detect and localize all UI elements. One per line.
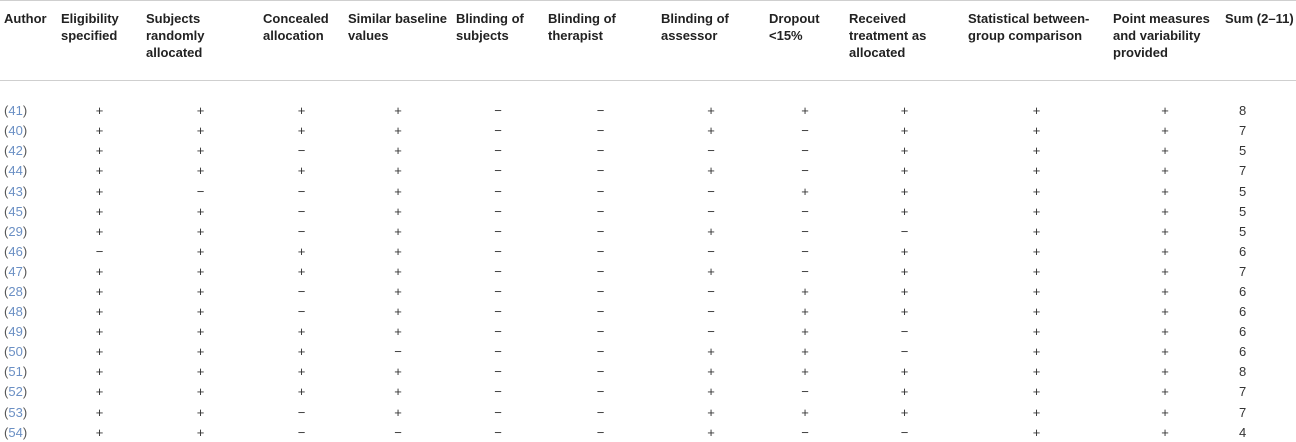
criterion-mark: − xyxy=(452,181,544,201)
criterion-mark: + xyxy=(1109,302,1221,322)
criterion-mark: − xyxy=(259,181,344,201)
criterion-mark: + xyxy=(142,362,259,382)
criterion-mark: + xyxy=(845,161,964,181)
column-header: Received treatment as allocated xyxy=(845,1,964,81)
table-row xyxy=(0,221,1296,241)
sum-cell: 6 xyxy=(1221,241,1296,261)
criterion-mark: − xyxy=(452,121,544,141)
criterion-mark: + xyxy=(259,161,344,181)
criterion-mark: − xyxy=(452,101,544,121)
author-cell: (52) xyxy=(0,382,57,402)
criterion-mark: + xyxy=(344,181,452,201)
criterion-mark: + xyxy=(344,201,452,221)
criterion-mark: + xyxy=(1109,141,1221,161)
criterion-mark: + xyxy=(657,342,765,362)
criterion-mark: − xyxy=(452,261,544,281)
table-row xyxy=(0,302,1296,322)
criterion-mark: + xyxy=(57,302,142,322)
criterion-mark: + xyxy=(657,121,765,141)
criterion-mark: + xyxy=(845,402,964,422)
criterion-mark: + xyxy=(1109,281,1221,301)
criterion-mark: + xyxy=(1109,101,1221,121)
criterion-mark: + xyxy=(259,362,344,382)
criterion-mark: + xyxy=(657,362,765,382)
column-header: Concealed allocation xyxy=(259,1,344,81)
criterion-mark: + xyxy=(845,241,964,261)
criterion-mark: + xyxy=(657,422,765,442)
criterion-mark: + xyxy=(142,342,259,362)
criterion-mark: − xyxy=(845,322,964,342)
criterion-mark: + xyxy=(765,362,845,382)
criterion-mark: − xyxy=(765,422,845,442)
criterion-mark: − xyxy=(544,302,657,322)
sum-cell: 8 xyxy=(1221,362,1296,382)
reference-link[interactable]: 47 xyxy=(8,264,22,279)
criterion-mark: + xyxy=(657,161,765,181)
criterion-mark: − xyxy=(765,201,845,221)
criterion-mark: + xyxy=(344,362,452,382)
criterion-mark: + xyxy=(142,302,259,322)
author-cell: (29) xyxy=(0,221,57,241)
criterion-mark: + xyxy=(1109,382,1221,402)
criterion-mark: + xyxy=(1109,241,1221,261)
criterion-mark: + xyxy=(765,402,845,422)
sum-cell: 6 xyxy=(1221,302,1296,322)
criterion-mark: − xyxy=(544,322,657,342)
column-header: Point measures and variability provided xyxy=(1109,1,1221,81)
criterion-mark: + xyxy=(964,201,1109,221)
sum-cell: 8 xyxy=(1221,101,1296,121)
author-cell: (41) xyxy=(0,101,57,121)
criterion-mark: − xyxy=(657,302,765,322)
criterion-mark: + xyxy=(57,121,142,141)
criterion-mark: − xyxy=(765,241,845,261)
author-cell: (45) xyxy=(0,201,57,221)
criterion-mark: + xyxy=(57,201,142,221)
criterion-mark: + xyxy=(964,382,1109,402)
criterion-mark: − xyxy=(544,241,657,261)
criterion-mark: + xyxy=(657,402,765,422)
criterion-mark: − xyxy=(344,342,452,362)
criterion-mark: + xyxy=(57,422,142,442)
criterion-mark: + xyxy=(1109,261,1221,281)
criterion-mark: − xyxy=(259,281,344,301)
column-header: Dropout <15% xyxy=(765,1,845,81)
table-row xyxy=(0,101,1296,121)
criterion-mark: + xyxy=(57,362,142,382)
criterion-mark: + xyxy=(344,382,452,402)
author-cell: (48) xyxy=(0,302,57,322)
criterion-mark: + xyxy=(765,302,845,322)
reference-link[interactable]: 48 xyxy=(8,304,22,319)
criterion-mark: + xyxy=(142,422,259,442)
criterion-mark: − xyxy=(544,101,657,121)
sum-cell: 7 xyxy=(1221,161,1296,181)
criterion-mark: + xyxy=(57,141,142,161)
sum-cell: 5 xyxy=(1221,181,1296,201)
sum-cell: 7 xyxy=(1221,402,1296,422)
criterion-mark: − xyxy=(452,402,544,422)
criterion-mark: − xyxy=(452,241,544,261)
criterion-mark: + xyxy=(1109,201,1221,221)
criterion-mark: + xyxy=(344,241,452,261)
reference-link[interactable]: 54 xyxy=(8,425,22,440)
criterion-mark: + xyxy=(57,281,142,301)
criterion-mark: + xyxy=(344,141,452,161)
criterion-mark: + xyxy=(57,261,142,281)
criterion-mark: + xyxy=(142,221,259,241)
criterion-mark: + xyxy=(845,121,964,141)
criterion-mark: − xyxy=(544,121,657,141)
criterion-mark: − xyxy=(544,281,657,301)
author-cell: (54) xyxy=(0,422,57,442)
criterion-mark: + xyxy=(259,101,344,121)
criterion-mark: − xyxy=(765,121,845,141)
criterion-mark: + xyxy=(657,221,765,241)
criterion-mark: − xyxy=(259,201,344,221)
criterion-mark: + xyxy=(845,201,964,221)
criterion-mark: + xyxy=(964,241,1109,261)
reference-link[interactable]: 42 xyxy=(8,143,22,158)
table-body xyxy=(0,81,1296,442)
criterion-mark: + xyxy=(344,302,452,322)
criterion-mark: + xyxy=(964,422,1109,442)
table-row xyxy=(0,141,1296,161)
criterion-mark: + xyxy=(142,241,259,261)
criterion-mark: + xyxy=(964,181,1109,201)
table-row xyxy=(0,261,1296,281)
criterion-mark: + xyxy=(1109,422,1221,442)
criterion-mark: − xyxy=(452,422,544,442)
sum-cell: 6 xyxy=(1221,281,1296,301)
criterion-mark: + xyxy=(765,101,845,121)
sum-cell: 5 xyxy=(1221,201,1296,221)
criterion-mark: − xyxy=(544,181,657,201)
criterion-mark: − xyxy=(845,422,964,442)
criterion-mark: + xyxy=(1109,342,1221,362)
criterion-mark: + xyxy=(845,281,964,301)
column-header: Author xyxy=(0,1,57,81)
criterion-mark: + xyxy=(1109,362,1221,382)
table-row xyxy=(0,281,1296,301)
author-cell: (44) xyxy=(0,161,57,181)
criterion-mark: + xyxy=(964,342,1109,362)
criterion-mark: + xyxy=(259,342,344,362)
criterion-mark: + xyxy=(259,121,344,141)
reference-link[interactable]: 43 xyxy=(8,184,22,199)
criterion-mark: + xyxy=(765,342,845,362)
sum-cell: 5 xyxy=(1221,141,1296,161)
criterion-mark: + xyxy=(57,181,142,201)
criterion-mark: + xyxy=(964,101,1109,121)
criterion-mark: + xyxy=(657,101,765,121)
criterion-mark: − xyxy=(765,261,845,281)
criterion-mark: + xyxy=(259,261,344,281)
criterion-mark: − xyxy=(544,141,657,161)
criterion-mark: + xyxy=(344,161,452,181)
sum-cell: 7 xyxy=(1221,121,1296,141)
criterion-mark: + xyxy=(765,281,845,301)
criterion-mark: − xyxy=(657,322,765,342)
sum-cell: 4 xyxy=(1221,422,1296,442)
criterion-mark: + xyxy=(142,382,259,402)
criterion-mark: + xyxy=(344,261,452,281)
reference-link[interactable]: 51 xyxy=(8,364,22,379)
author-cell: (43) xyxy=(0,181,57,201)
criterion-mark: − xyxy=(765,141,845,161)
criterion-mark: − xyxy=(544,342,657,362)
reference-link[interactable]: 29 xyxy=(8,224,22,239)
column-header: Eligibility specified xyxy=(57,1,142,81)
criterion-mark: + xyxy=(344,221,452,241)
criterion-mark: + xyxy=(845,382,964,402)
table-row xyxy=(0,161,1296,181)
column-header: Subjects randomly allocated xyxy=(142,1,259,81)
reference-link[interactable]: 40 xyxy=(8,123,22,138)
criterion-mark: + xyxy=(964,362,1109,382)
criterion-mark: − xyxy=(259,422,344,442)
criterion-mark: + xyxy=(845,261,964,281)
criterion-mark: − xyxy=(544,261,657,281)
criterion-mark: + xyxy=(57,402,142,422)
criterion-mark: + xyxy=(142,322,259,342)
criterion-mark: − xyxy=(657,141,765,161)
criterion-mark: + xyxy=(344,402,452,422)
sum-cell: 6 xyxy=(1221,322,1296,342)
criterion-mark: − xyxy=(765,382,845,402)
author-cell: (28) xyxy=(0,281,57,301)
criterion-mark: + xyxy=(964,402,1109,422)
criterion-mark: − xyxy=(544,362,657,382)
criterion-mark: + xyxy=(344,281,452,301)
reference-link[interactable]: 46 xyxy=(8,244,22,259)
criterion-mark: − xyxy=(344,422,452,442)
criterion-mark: + xyxy=(1109,322,1221,342)
criterion-mark: − xyxy=(57,241,142,261)
criterion-mark: + xyxy=(1109,181,1221,201)
criterion-mark: + xyxy=(765,322,845,342)
table-row xyxy=(0,362,1296,382)
table-row xyxy=(0,241,1296,261)
criterion-mark: + xyxy=(964,302,1109,322)
author-cell: (42) xyxy=(0,141,57,161)
column-header: Statistical between- group comparison xyxy=(964,1,1109,81)
table-row xyxy=(0,121,1296,141)
criterion-mark: + xyxy=(964,221,1109,241)
criterion-mark: − xyxy=(657,181,765,201)
criterion-mark: + xyxy=(142,261,259,281)
criterion-mark: − xyxy=(845,221,964,241)
column-header: Sum (2–11) xyxy=(1221,1,1296,81)
criterion-mark: + xyxy=(1109,161,1221,181)
criterion-mark: + xyxy=(259,322,344,342)
criterion-mark: − xyxy=(452,161,544,181)
criterion-mark: + xyxy=(344,101,452,121)
table-row xyxy=(0,322,1296,342)
criterion-mark: − xyxy=(765,161,845,181)
author-cell: (40) xyxy=(0,121,57,141)
criterion-mark: − xyxy=(259,302,344,322)
criterion-mark: + xyxy=(142,141,259,161)
reference-link[interactable]: 49 xyxy=(8,324,22,339)
reference-link[interactable]: 50 xyxy=(8,344,22,359)
criterion-mark: − xyxy=(452,221,544,241)
criterion-mark: − xyxy=(259,221,344,241)
table-row xyxy=(0,422,1296,442)
criterion-mark: + xyxy=(964,121,1109,141)
sum-cell: 7 xyxy=(1221,261,1296,281)
criterion-mark: + xyxy=(57,382,142,402)
column-header: Blinding of subjects xyxy=(452,1,544,81)
criterion-mark: − xyxy=(845,342,964,362)
criterion-mark: − xyxy=(544,201,657,221)
author-cell: (53) xyxy=(0,402,57,422)
spacer-row xyxy=(0,81,1296,101)
criterion-mark: + xyxy=(964,261,1109,281)
criterion-mark: − xyxy=(452,342,544,362)
sum-cell: 5 xyxy=(1221,221,1296,241)
criterion-mark: + xyxy=(57,322,142,342)
criterion-mark: + xyxy=(57,101,142,121)
reference-link[interactable]: 53 xyxy=(8,405,22,420)
criterion-mark: + xyxy=(1109,221,1221,241)
criterion-mark: + xyxy=(845,362,964,382)
criterion-mark: − xyxy=(657,201,765,221)
criterion-mark: + xyxy=(57,342,142,362)
criterion-mark: + xyxy=(142,281,259,301)
criterion-mark: + xyxy=(845,101,964,121)
criterion-mark: + xyxy=(1109,402,1221,422)
criterion-mark: + xyxy=(142,121,259,141)
criterion-mark: + xyxy=(142,201,259,221)
criterion-mark: − xyxy=(544,422,657,442)
criterion-mark: + xyxy=(657,261,765,281)
header-row xyxy=(0,1,1296,81)
sum-cell: 7 xyxy=(1221,382,1296,402)
table-row xyxy=(0,402,1296,422)
table-row xyxy=(0,181,1296,201)
criterion-mark: − xyxy=(544,382,657,402)
criterion-mark: + xyxy=(57,221,142,241)
criterion-mark: − xyxy=(452,322,544,342)
criterion-mark: + xyxy=(259,241,344,261)
criterion-mark: − xyxy=(259,141,344,161)
criterion-mark: − xyxy=(544,161,657,181)
column-header: Similar baseline values xyxy=(344,1,452,81)
author-cell: (51) xyxy=(0,362,57,382)
author-cell: (47) xyxy=(0,261,57,281)
criterion-mark: + xyxy=(845,181,964,201)
criterion-mark: − xyxy=(142,181,259,201)
criterion-mark: − xyxy=(765,221,845,241)
author-cell: (49) xyxy=(0,322,57,342)
sum-cell: 6 xyxy=(1221,342,1296,362)
author-cell: (50) xyxy=(0,342,57,362)
criterion-mark: + xyxy=(845,302,964,322)
criterion-mark: − xyxy=(452,382,544,402)
criterion-mark: − xyxy=(452,141,544,161)
reference-link[interactable]: 52 xyxy=(8,384,22,399)
criterion-mark: + xyxy=(964,161,1109,181)
column-header: Blinding of therapist xyxy=(544,1,657,81)
criterion-mark: − xyxy=(452,201,544,221)
column-header: Blinding of assessor xyxy=(657,1,765,81)
criterion-mark: + xyxy=(259,382,344,402)
reference-link[interactable]: 45 xyxy=(8,204,22,219)
criterion-mark: + xyxy=(142,101,259,121)
criterion-mark: + xyxy=(57,161,142,181)
criterion-mark: + xyxy=(344,121,452,141)
criterion-mark: − xyxy=(452,362,544,382)
criterion-mark: + xyxy=(964,281,1109,301)
author-cell: (46) xyxy=(0,241,57,261)
criterion-mark: − xyxy=(259,402,344,422)
criterion-mark: + xyxy=(765,181,845,201)
table-row xyxy=(0,382,1296,402)
table-row xyxy=(0,342,1296,362)
criterion-mark: + xyxy=(344,322,452,342)
criterion-mark: − xyxy=(657,281,765,301)
criterion-mark: + xyxy=(142,402,259,422)
criterion-mark: − xyxy=(544,402,657,422)
criterion-mark: + xyxy=(142,161,259,181)
criterion-mark: − xyxy=(452,281,544,301)
table-row xyxy=(0,201,1296,221)
criterion-mark: + xyxy=(845,141,964,161)
criterion-mark: + xyxy=(964,141,1109,161)
reference-link[interactable]: 28 xyxy=(8,284,22,299)
criterion-mark: + xyxy=(1109,121,1221,141)
criterion-mark: − xyxy=(657,241,765,261)
reference-link[interactable]: 41 xyxy=(8,103,22,118)
reference-link[interactable]: 44 xyxy=(8,163,22,178)
criterion-mark: + xyxy=(964,322,1109,342)
criterion-mark: + xyxy=(657,382,765,402)
criterion-mark: − xyxy=(452,302,544,322)
criterion-mark: − xyxy=(544,221,657,241)
